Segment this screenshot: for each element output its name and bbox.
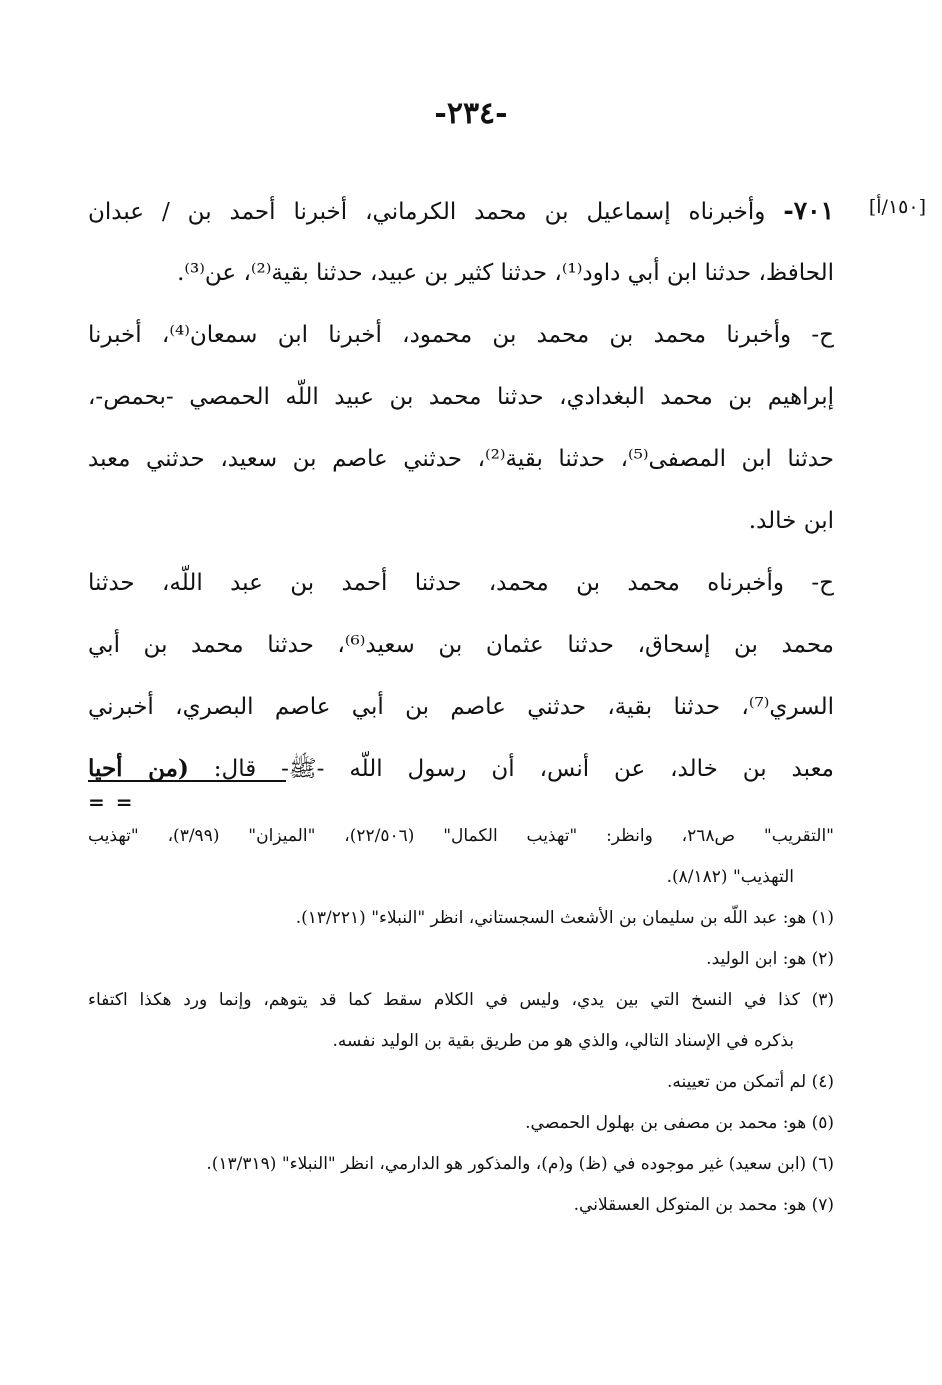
main-line-7: ح- وأخبرناه محمد بن محمد، حدثنا أحمد بن عبد اللّه، حدثنا [88, 570, 834, 596]
main-line-1-text: وأخبرناه إسماعيل بن محمد الكرماني، أخبرنا أحمد بن / عبدان [88, 199, 766, 225]
footnote-5: (٥) هو: محمد بن مصفى بن بهلول الحمصي. [525, 1113, 834, 1133]
main-line-10 [88, 738, 834, 800]
footnote-6: (٦) (ابن سعيد) غير موجوده في (ظ) و(م)، والمذكور هو الدارمي، انظر "النبلاء" (١٣/٣١٩). [206, 1154, 834, 1174]
main-line-8: محمد بن إسحاق، حدثنا عثمان بن سعيد⁽⁶⁾، حدثنا محمد بن أبي [88, 632, 834, 658]
footnote-1: (١) هو: عبد اللّه بن سليمان بن الأشعث السجستاني، انظر "النبلاء" (١٣/٢٢١). [295, 908, 834, 928]
footnote-carryover-line-2: التهذيب" (٨/١٨٢). [666, 867, 794, 887]
main-line-1 [88, 180, 834, 242]
hadith-number: ٧٠١- [783, 196, 835, 225]
footnotes [88, 816, 834, 1226]
main-line-5: حدثنا ابن المصفى⁽⁵⁾، حدثنا بقية⁽²⁾، حدثني عاصم بن سعيد، حدثني معبد [88, 446, 835, 472]
main-line-6: ابن خالد. [748, 508, 834, 534]
main-line-10-text: معبد بن خالد، عن أنس، أن رسول اللّه -ﷺ- قال: [213, 756, 834, 782]
manuscript-folio-reference: [١٥٠/أ] [868, 196, 926, 218]
footnote-4: (٤) لم أتمكن من تعيينه. [666, 1072, 834, 1092]
footnote-7: (٧) هو: محمد بن المتوكل العسقلاني. [573, 1195, 834, 1215]
footnote-carryover-line-1: "التقريب" ص٢٦٨، وانظر: "تهذيب الكمال" (٢٢/٥٠٦)، "الميزان" (٣/٩٩)، "تهذيب [88, 826, 834, 846]
footnote-3: (٣) كذا في النسخ التي بين يدي، وليس في الكلام سقط كما قد يتوهم، وإنما ورد هكذا اكتفاء [88, 990, 834, 1010]
footnote-separator-rule [88, 780, 286, 782]
main-text [88, 180, 834, 800]
main-line-4: إبراهيم بن محمد البغدادي، حدثنا محمد بن عبيد اللّه الحمصي -بحمص-، [88, 384, 834, 410]
footnote-continuation-mark: = = [88, 790, 135, 814]
footnote-3-continued: بذكره في الإسناد التالي، والذي هو من طريق بقية بن الوليد نفسه. [332, 1031, 794, 1051]
footnote-2: (٢) هو: ابن الوليد. [706, 949, 834, 969]
main-line-3: ح- وأخبرنا محمد بن محمد بن محمود، أخبرنا ابن سمعان⁽⁴⁾، أخبرنا [88, 322, 835, 348]
main-line-2: الحافظ، حدثنا ابن أبي داود⁽¹⁾، حدثنا كثير بن عبيد، حدثنا بقية⁽²⁾، عن⁽³⁾. [177, 260, 834, 286]
hadith-text-start: (من أحيا [88, 755, 189, 782]
page-number: -٢٣٤- [434, 96, 508, 131]
main-line-9: السري⁽⁷⁾، حدثنا بقية، حدثني عاصم بن أبي عاصم البصري، أخبرني [88, 694, 834, 720]
